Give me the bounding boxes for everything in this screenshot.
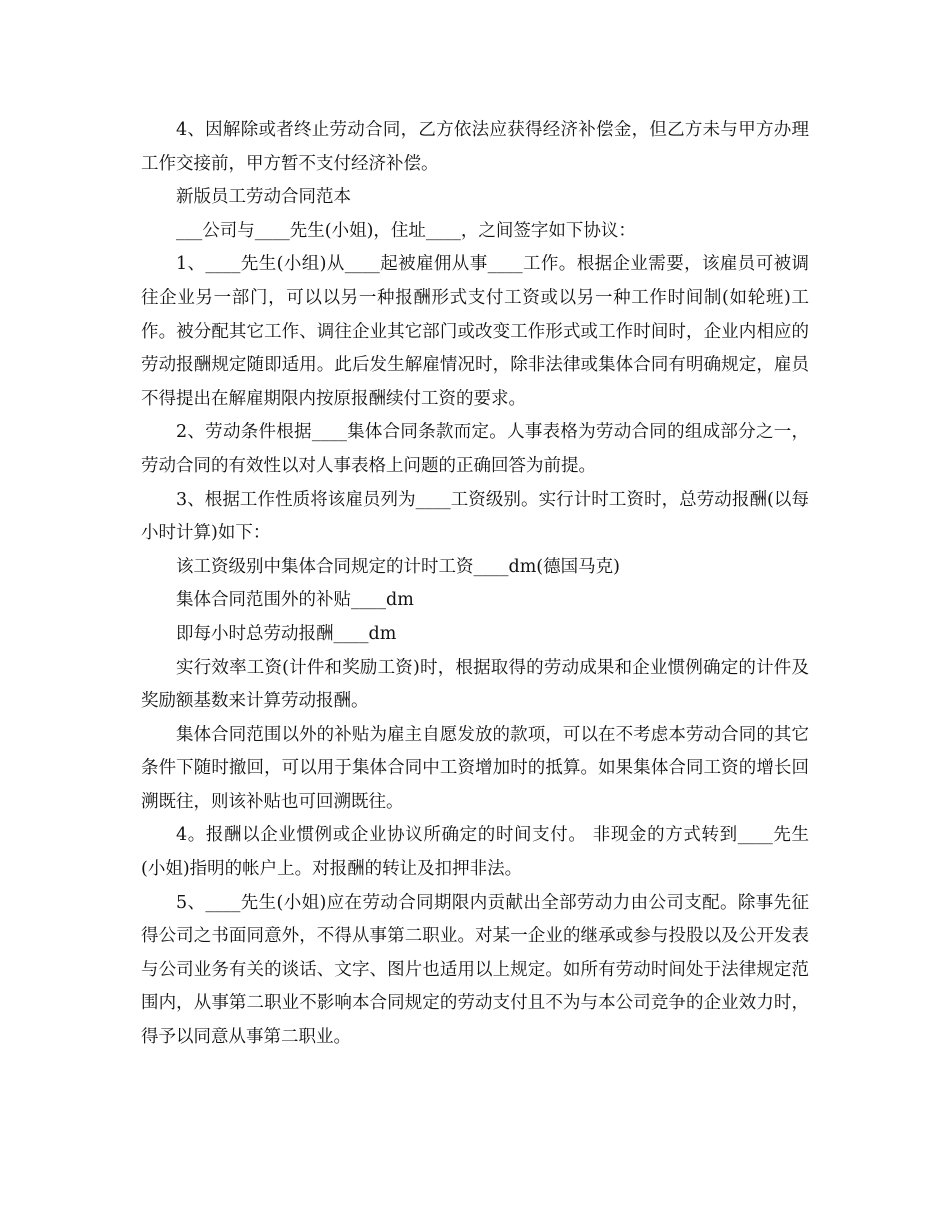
paragraph-parties: ___公司与____先生(小姐)，住址____，之间签字如下协议： xyxy=(176,220,636,241)
paragraph-total-hourly: 即每小时总劳动报酬____dm xyxy=(176,623,397,644)
document-body xyxy=(141,114,809,1055)
paragraph-clause-3: 3、根据工作性质将该雇员列为____工资级别。实行计时工资时，总劳动报酬(以每小时计算)如下： xyxy=(141,489,809,544)
paragraph-hourly-wage: 该工资级别中集体合同规定的计时工资____dm(德国马克) xyxy=(176,556,620,577)
paragraph-clause-5: 5、____先生(小姐)应在劳动合同期限内贡献出全部劳动力由公司支配。除事先征得公司之书面同意外，不得从事第二职业。对某一企业的继承或参与投股以及公开发表与公司业务有关的谈话、文字、图片也适用以上规定。如所有劳动时间处于法律规定范围内，从事第二职业不影响本合同规定的劳动支付且不为与本公司竞争的企业效力时，得予以同意从事第二职业。 xyxy=(141,892,809,1048)
paragraph-voluntary-allowance: 集体合同范围以外的补贴为雇主自愿发放的款项，可以在不考虑本劳动合同的其它条件下随时撤回，可以用于集体合同中工资增加时的抵算。如果集体合同工资的增长回溯既往，则该补贴也可回溯既往。 xyxy=(141,724,809,812)
paragraph-piece-rate: 实行效率工资(计件和奖励工资)时，根据取得的劳动成果和企业惯例确定的计件及奖励额基数来计算劳动报酬。 xyxy=(141,657,809,712)
paragraph-compensation-handover: 4、因解除或者终止劳动合同，乙方依法应获得经济补偿金，但乙方未与甲方办理工作交接前，甲方暂不支付经济补偿。 xyxy=(141,120,809,174)
paragraph-clause-4-payment: 4。报酬以企业惯例或企业协议所确定的时间支付。 非现金的方式转到____先生(小姐)指明的帐户上。对报酬的转让及扣押非法。 xyxy=(141,825,809,880)
paragraph-clause-2: 2、劳动条件根据____集体合同条款而定。人事表格为劳动合同的组成部分之一，劳动合同的有效性以对人事表格上问题的正确回答为前提。 xyxy=(141,422,809,476)
paragraph-allowance: 集体合同范围外的补贴____dm xyxy=(176,590,414,611)
paragraph-clause-1: 1、____先生(小组)从____起被雇佣从事____工作。根据企业需要，该雇员可被调往企业另一部门，可以以另一种报酬形式支付工资或以另一种工作时间制(如轮班)工作。被分配其它工作、调往企业其它部门或改变工作形式或工作时间时，企业内相应的劳动报酬规定随即适用。此后发生解雇情况时，除非法律或集体合同有明确规定，雇员不得提出在解雇期限内按原报酬续付工资的要求。 xyxy=(141,254,809,409)
paragraph-template-title: 新版员工劳动合同范本 xyxy=(176,187,351,208)
